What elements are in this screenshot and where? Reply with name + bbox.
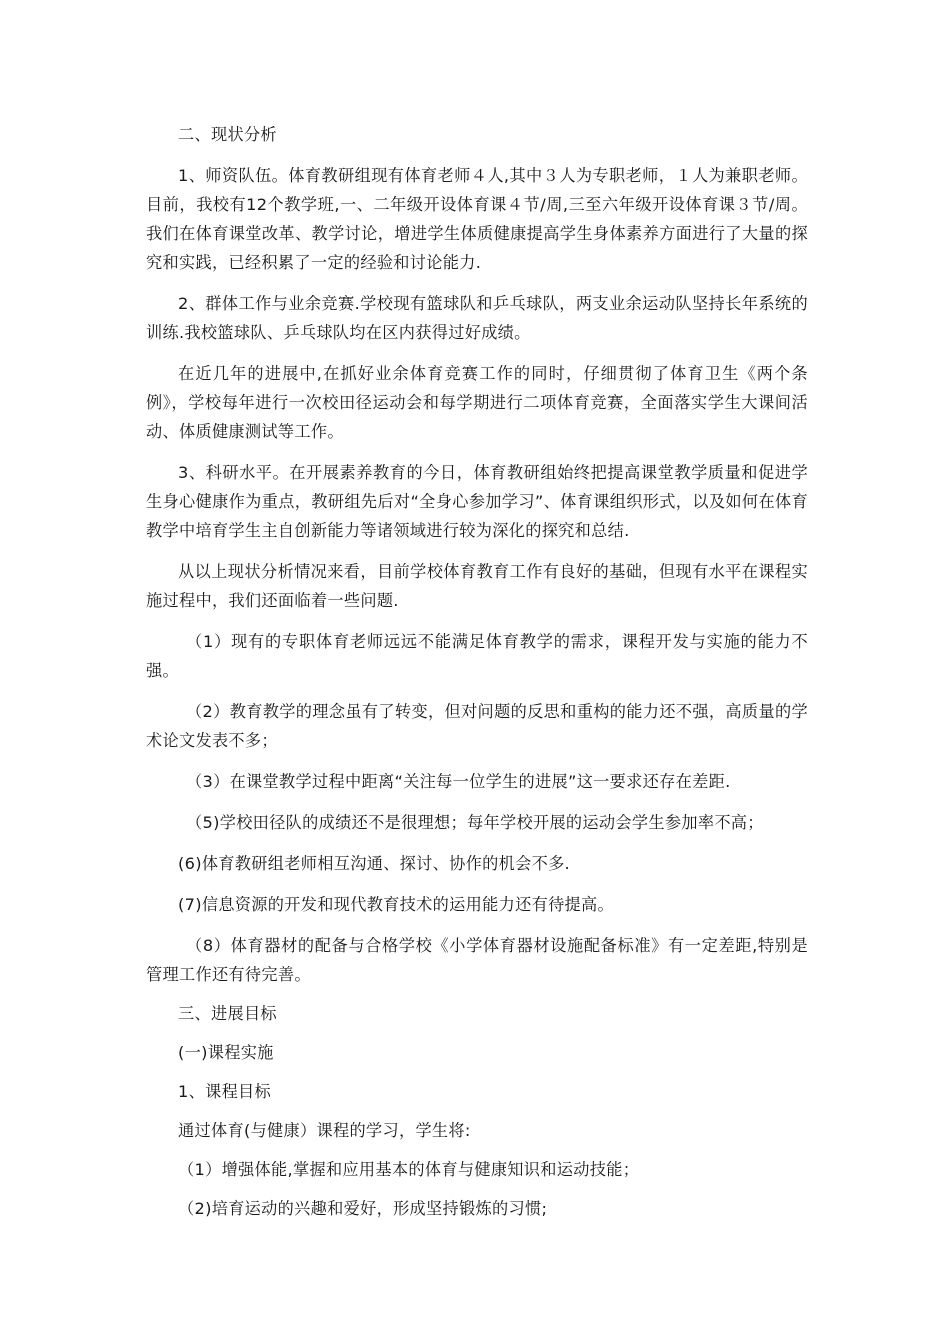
subheading-course-implementation: (一)课程实施 [178,1043,274,1062]
paragraph-group-competition: 2、群体工作与业余竞赛.学校现有篮球队和乒乓球队，两支业余运动队坚持长年系统的训练.我校篮球队、乒乓球队均在区内获得过好成绩。 [146,294,808,342]
problem-item-7: (7)信息资源的开发和现代教育技术的运用能力还有待提高。 [178,895,615,914]
problem-item-2: （2）教育教学的理念虽有了转变，但对问题的反思和重构的能力还不强，高质量的学术论文发表不多； [146,702,808,750]
section-heading-development-goals: 三、进展目标 [178,1004,277,1023]
problem-item-3: （3）在课堂教学过程中距离“关注每一位学生的进展”这一要求还存在差距. [186,772,731,791]
paragraph-problems-intro: 从以上现状分析情况来看，目前学校体育教育工作有良好的基础，但现有水平在课程实施过程中，我们还面临着一些问题. [146,562,808,610]
problem-item-5: （5)学校田径队的成绩还不是很理想；每年学校开展的运动会学生参加率不高； [186,813,764,832]
problem-item-8: （8）体育器材的配备与合格学校《小学体育器材设施配备标准》有一定差距,特别是管理工作还有待完善。 [146,936,808,984]
subheading-course-objectives: 1、课程目标 [178,1082,272,1101]
paragraph-teaching-staff: 1、师资队伍。体育教研组现有体育老师４人,其中３人为专职老师，１人为兼职老师。目前，我校有12个教学班,一、二年级开设体育课４节/周,三至六年级开设体育课３节/周。我们在体育课堂改革、教学讨论，增进学生体质健康提高学生身体素养方面进行了大量的探究和实践，已经积累了一定的经验和讨论能力. [146,166,808,272]
paragraph-research-level: 3、科研水平。在开展素养教育的今日，体育教研组始终把提高课堂教学质量和促进学生身心健康作为重点，教研组先后对“全身心参加学习”、体育课组织形式，以及如何在体育教学中培育学生主自创新能力等诸领域进行较为深化的探究和总结. [146,463,808,540]
problem-item-6: (6)体育教研组老师相互沟通、探讨、协作的机会不多. [178,854,570,873]
objective-item-2: （2)培育运动的兴趣和爱好，形成坚持锻炼的习惯; [178,1199,548,1218]
document-body [146,120,808,1223]
paragraph-recent-development: 在近几年的进展中,在抓好业余体育竞赛工作的同时，仔细贯彻了体育卫生《两个条例》，学校每年进行一次校田径运动会和每学期进行二项体育竞赛，全面落实学生大课间活动、体质健康测试等工作。 [146,364,808,441]
paragraph-objectives-intro: 通过体育(与健康）课程的学习，学生将: [178,1121,471,1140]
section-heading-status-analysis: 二、现状分析 [178,125,277,144]
objective-item-1: （1）增强体能,掌握和应用基本的体育与健康知识和运动技能； [178,1160,640,1179]
problem-item-1: （1）现有的专职体育老师远远不能满足体育教学的需求，课程开发与实施的能力不强。 [146,632,808,680]
